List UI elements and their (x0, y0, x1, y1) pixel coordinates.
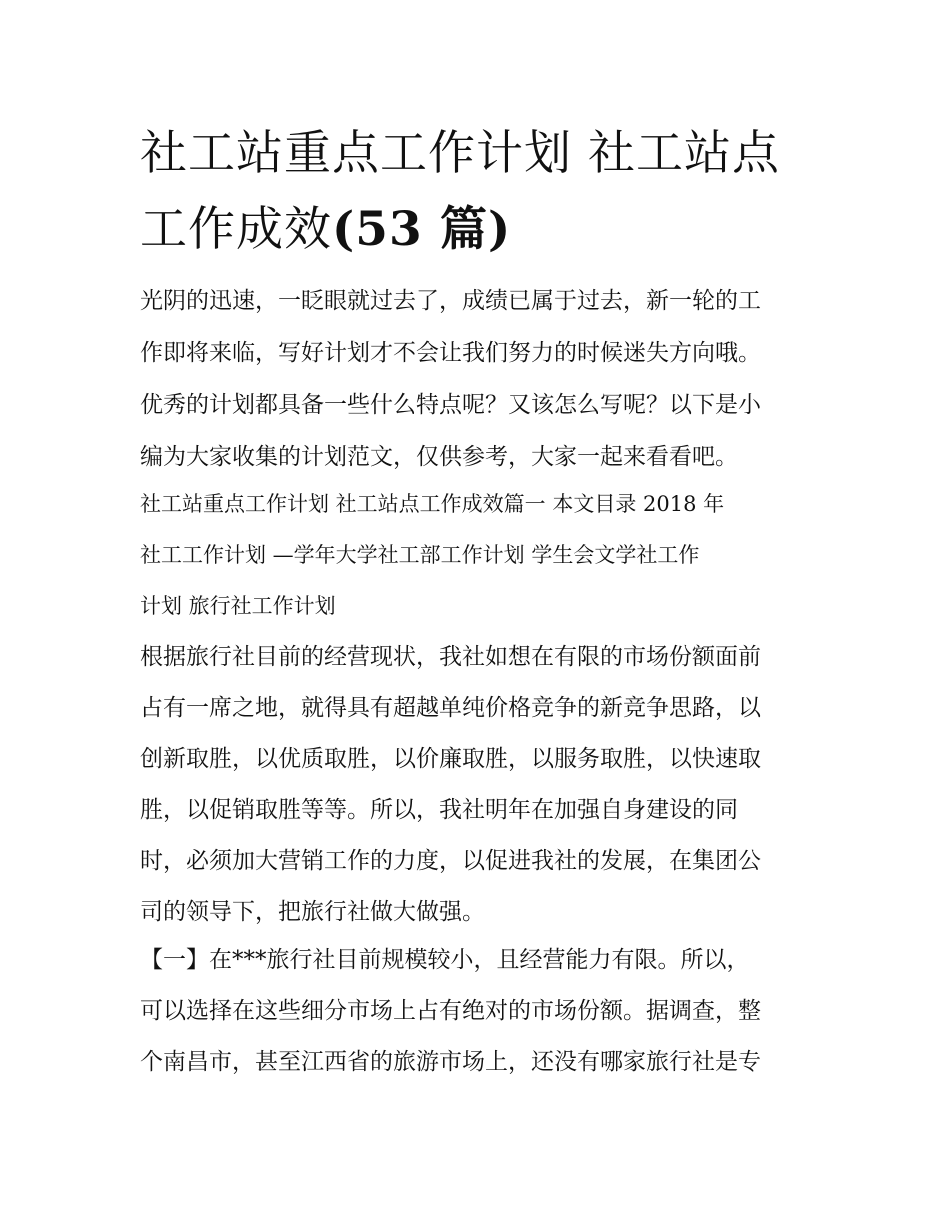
body-line-6: 社工工作计划 —学年大学社工部工作计划 学生会文学社工作 (140, 543, 700, 567)
document-title (140, 116, 820, 268)
body-line-14: 【一】在***旅行社目前规模较小，且经营能力有限。所以， (140, 947, 750, 973)
title-line-2: 工作成效 (140, 202, 332, 257)
title-line-1: 社工站重点工作计划 社工站点 (140, 126, 780, 181)
title-count: (53 篇) (332, 202, 512, 257)
body-line-3: 优秀的计划都具备一些什么特点呢？又该怎么写呢？以下是小 (140, 392, 761, 418)
body-line-1: 光阴的迅速，一眨眼就过去了，成绩已属于过去，新一轮的工 (140, 288, 761, 314)
body-line-10: 创新取胜，以优质取胜，以价廉取胜，以服务取胜，以快速取 (140, 746, 761, 772)
body-line-11: 胜，以促销取胜等等。所以，我社明年在加强自身建设的同 (140, 797, 738, 823)
body-line-13: 司的领导下，把旅行社做大做强。 (140, 899, 485, 925)
body-line-15: 可以选择在这些细分市场上占有绝对的市场份额。据调查，整 (140, 998, 761, 1024)
body-line-16: 个南昌市，甚至江西省的旅游市场上，还没有哪家旅行社是专 (140, 1049, 761, 1075)
body-line-4: 编为大家收集的计划范文，仅供参考，大家一起来看看吧。 (140, 444, 738, 470)
body-line-8: 根据旅行社目前的经营现状，我社如想在有限的市场份额面前 (140, 644, 761, 670)
body-line-2: 作即将来临，写好计划才不会让我们努力的时候迷失方向哦。 (140, 340, 761, 366)
body-line-12: 时，必须加大营销工作的力度，以促进我社的发展，在集团公 (140, 848, 761, 874)
body-line-5: 社工站重点工作计划 社工站点工作成效篇一 本文目录 2018 年 (140, 492, 725, 516)
body-line-9: 占有一席之地，就得具有超越单纯价格竞争的新竞争思路，以 (140, 695, 761, 721)
body-line-7: 计划 旅行社工作计划 (140, 594, 336, 618)
